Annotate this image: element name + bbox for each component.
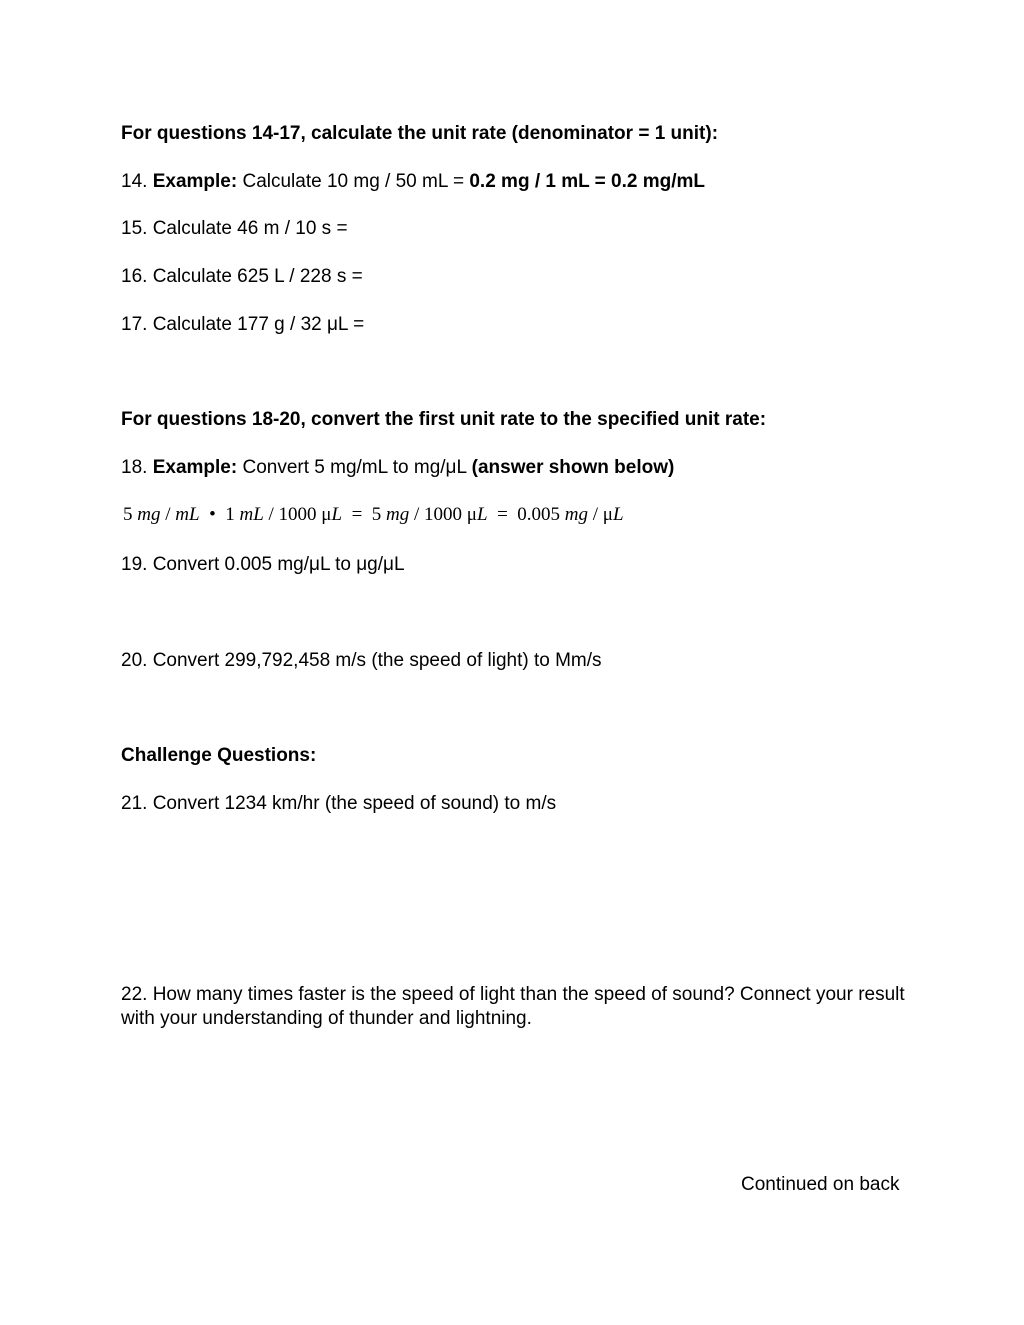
continued-note: Continued on back bbox=[741, 1174, 900, 1195]
section3-heading: Challenge Questions: bbox=[121, 745, 317, 766]
section1-heading: For questions 14-17, calculate the unit rate (denominator = 1 unit): bbox=[121, 123, 719, 144]
eq-part: / μ bbox=[588, 504, 613, 525]
eq-unit: mL bbox=[175, 504, 200, 525]
question-18-number: 18. bbox=[121, 457, 153, 478]
eq-part: • 1 bbox=[199, 504, 240, 525]
question-14 bbox=[121, 170, 705, 194]
question-22: 22. How many times faster is the speed of light than the speed of sound? Connect your result with your understanding of thunder and lightning. bbox=[121, 984, 905, 1029]
question-17: 17. Calculate 177 g / 32 μL = bbox=[121, 314, 365, 335]
question-19: 19. Convert 0.005 mg/μL to μg/μL bbox=[121, 554, 405, 575]
eq-unit: L bbox=[612, 504, 624, 525]
eq-part: / 1000 μ bbox=[409, 504, 477, 525]
question-18-text: Convert 5 mg/mL to mg/μL bbox=[237, 457, 472, 478]
eq-unit: mL bbox=[239, 504, 264, 525]
question-14-number: 14. bbox=[121, 171, 153, 192]
question-18-note: (answer shown below) bbox=[471, 457, 675, 478]
section2-heading: For questions 18-20, convert the first unit rate to the specified unit rate: bbox=[121, 409, 767, 430]
question-16: 16. Calculate 625 L / 228 s = bbox=[121, 266, 363, 287]
question-14-text: Calculate 10 mg / 50 mL = bbox=[237, 171, 470, 192]
eq-unit: mg bbox=[137, 504, 161, 525]
question-21: 21. Convert 1234 km/hr (the speed of sound) to m/s bbox=[121, 793, 557, 814]
eq-part: = 5 bbox=[342, 504, 387, 525]
example-equation bbox=[123, 503, 624, 527]
eq-part: / bbox=[160, 504, 176, 525]
eq-unit: L bbox=[476, 504, 488, 525]
question-20: 20. Convert 299,792,458 m/s (the speed of light) to Mm/s bbox=[121, 650, 602, 671]
eq-part: = 0.005 bbox=[487, 504, 565, 525]
eq-part: 5 bbox=[123, 504, 138, 525]
question-15: 15. Calculate 46 m / 10 s = bbox=[121, 218, 348, 239]
question-18 bbox=[121, 456, 674, 480]
eq-unit: L bbox=[331, 504, 343, 525]
eq-unit: mg bbox=[564, 504, 589, 525]
question-18-example-label: Example: bbox=[152, 457, 238, 478]
question-14-answer: 0.2 mg / 1 mL = 0.2 mg/mL bbox=[469, 171, 706, 192]
eq-unit: mg bbox=[386, 504, 410, 525]
eq-part: / 1000 μ bbox=[263, 504, 332, 525]
question-14-example-label: Example: bbox=[152, 171, 238, 192]
